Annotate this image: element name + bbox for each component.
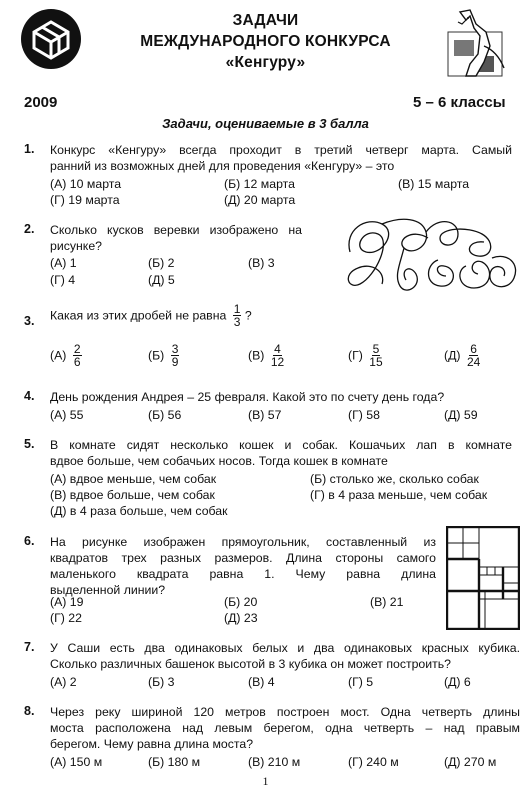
option-d: (Г) 240 м (348, 755, 399, 769)
text-line: ранний из возможных дней для проведения «Кенгуру» – это (50, 159, 395, 173)
denominator: 24 (466, 355, 481, 369)
text-line: берегом. Чему равна длина моста? (50, 737, 254, 751)
option-label: (Д) (444, 348, 461, 363)
text-line: рисунке? (50, 239, 102, 253)
option-fraction (369, 343, 382, 368)
denominator: 3 (233, 315, 241, 329)
option-b: (Б) 180 м (148, 755, 201, 769)
text-line: моста расположена над левым берегом, одна четверть – над правым (50, 721, 520, 735)
numerator: 3 (171, 342, 179, 356)
option-b (148, 343, 179, 368)
question-number: 1. (24, 142, 35, 156)
option-c: (В) вдвое больше, чем собак (50, 488, 215, 502)
option-b: (Б) столько же, сколько собак (310, 472, 479, 486)
question-text (50, 142, 512, 174)
option-c: (В) 57 (248, 408, 282, 422)
option-c: (В) 210 м (248, 755, 301, 769)
option-b: (Б) 3 (148, 675, 175, 689)
option-label: (Г) (348, 348, 363, 363)
option-a: (А) 2 (50, 675, 77, 689)
question-text (50, 534, 436, 598)
page-number: 1 (262, 774, 269, 788)
squares-rectangle-figure (446, 526, 520, 630)
option-label: (А) (50, 348, 67, 363)
option-d: (Г) 22 (50, 611, 82, 625)
grades: 5 – 6 классы (413, 94, 506, 111)
option-label: (Б) (148, 348, 165, 363)
question-text (50, 222, 302, 254)
text-line: У Саши есть два одинаковых белых и два одинаковых красных кубика. (50, 641, 520, 655)
option-e: (Д) 59 (444, 408, 478, 422)
option-a: (А) 10 марта (50, 177, 122, 191)
option-a (50, 343, 82, 368)
option-fraction (171, 343, 180, 368)
option-e: (Д) 6 (444, 675, 471, 689)
question-number: 2. (24, 222, 35, 236)
option-a: (А) 55 (50, 408, 84, 422)
option-c: (В) 21 (370, 595, 404, 609)
question-number: 3. (24, 314, 35, 328)
option-c: (В) 3 (248, 256, 275, 270)
text-line: Через реку шириной 120 метров построен мост. Одна четверть длины (50, 705, 520, 719)
text-line: Какая из этих дробей не равна (50, 308, 227, 323)
denominator: 6 (73, 355, 81, 369)
option-e: (Д) 20 марта (224, 193, 296, 207)
text-line: квадратов трех разных размеров. Длина стороны самого (50, 551, 436, 565)
text-line: выделенной линии? (50, 583, 166, 597)
question-number: 5. (24, 437, 35, 451)
option-b: (Б) 56 (148, 408, 182, 422)
option-c: (В) 4 (248, 675, 275, 689)
option-a: (А) 1 (50, 256, 77, 270)
text-line: На рисунке изображен прямоугольник, составленный из (50, 535, 436, 549)
numerator: 6 (470, 342, 477, 356)
option-a: (А) 19 (50, 595, 84, 609)
text-line: маленького квадрата равна 1. Чему равна длина (50, 567, 436, 581)
option-a: (А) 150 м (50, 755, 103, 769)
numerator: 4 (274, 342, 281, 356)
option-d: (Г) 4 (50, 273, 76, 287)
option-c (248, 343, 284, 368)
option-e: (Д) 270 м (444, 755, 497, 769)
numerator: 1 (233, 302, 241, 316)
option-d (348, 343, 383, 368)
option-e: (Д) в 4 раза больше, чем собак (50, 504, 228, 518)
option-d: (Г) 19 марта (50, 193, 120, 207)
numerator: 2 (73, 342, 81, 356)
question-mark: ? (244, 308, 252, 323)
title-line-3: «Кенгуру» (225, 54, 306, 71)
title-line-1: ЗАДАЧИ (232, 12, 299, 29)
numerator: 5 (372, 342, 380, 356)
question-number: 4. (24, 389, 35, 403)
option-e (444, 343, 480, 368)
option-b: (Б) 12 марта (224, 177, 295, 191)
option-a: (А) вдвое меньше, чем собак (50, 472, 217, 486)
text-line: В комнате сидят несколько кошек и собак. Кошачьих лап в комнате (50, 438, 512, 452)
fraction-one-third (233, 303, 242, 328)
denominator: 15 (369, 355, 383, 369)
option-d: (Г) в 4 раза меньше, чем собак (310, 488, 488, 502)
text-line: Сколько различных башенок высотой в 3 кубика он может построить? (50, 657, 452, 671)
denominator: 9 (171, 355, 179, 369)
question-text (50, 303, 252, 328)
rope-pieces-figure (342, 212, 522, 296)
question-number: 6. (24, 534, 35, 548)
question-number: 8. (24, 704, 35, 718)
question-text (50, 389, 512, 405)
title-line-2: МЕЖДУНАРОДНОГО КОНКУРСА (140, 33, 391, 50)
option-label: (В) (248, 348, 265, 363)
option-e: (Д) 5 (148, 273, 175, 287)
option-fraction (271, 343, 284, 368)
question-text (50, 704, 520, 752)
text-line: вдвое больше, чем собачьих носов. Тогда кошек в комнате (50, 454, 388, 468)
year: 2009 (24, 94, 58, 111)
question-text (50, 640, 520, 672)
option-b: (Б) 2 (148, 256, 175, 270)
text-line: Сколько кусков веревки изображено на (50, 223, 302, 237)
question-text (50, 437, 512, 469)
option-e: (Д) 23 (224, 611, 258, 625)
option-c: (В) 15 марта (398, 177, 470, 191)
option-b: (Б) 20 (224, 595, 258, 609)
option-fraction (73, 343, 82, 368)
question-number: 7. (24, 640, 35, 654)
text-line: День рождения Андрея – 25 февраля. Какой это по счету день года? (50, 390, 445, 404)
denominator: 12 (270, 355, 285, 369)
text-line: Конкурс «Кенгуру» всегда проходит в третий четверг марта. Самый (50, 143, 512, 157)
option-d: (Г) 58 (348, 408, 380, 422)
section-title: Задачи, оцениваемые в 3 балла (162, 116, 369, 131)
option-d: (Г) 5 (348, 675, 374, 689)
option-fraction (467, 343, 480, 368)
